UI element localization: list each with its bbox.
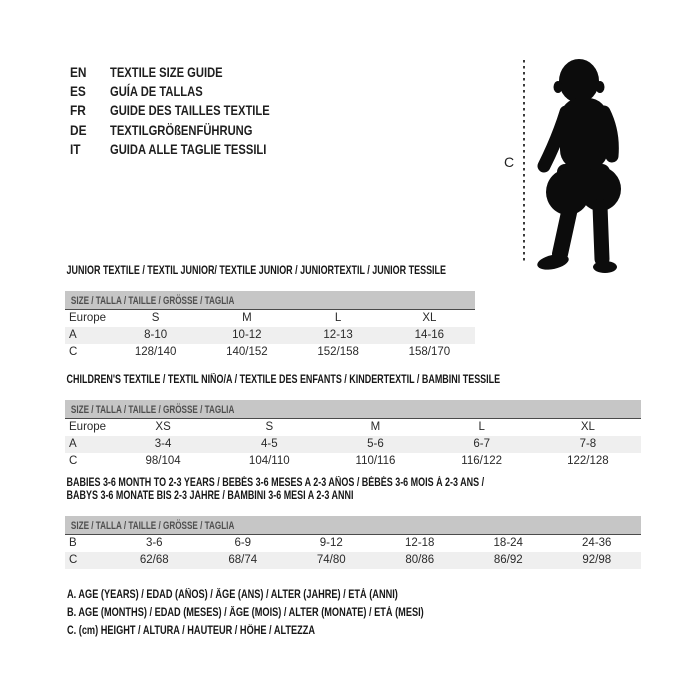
note-b: B. AGE (MONTHS) / EDAD (MESES) / ÂGE (MOIS) / ALTER (MONATE) / ETÀ (MESI) <box>67 607 424 619</box>
size-cell: 104/110 <box>248 455 290 467</box>
lang-title: GUIDE DES TAILLES TEXTILE <box>110 102 270 119</box>
lang-title: TEXTILGRÖßENFÜHRUNG <box>110 121 253 138</box>
lang-code: FR <box>70 102 86 119</box>
junior-size-table <box>65 291 475 361</box>
lang-row-fr <box>70 101 310 120</box>
size-cell: 12-13 <box>323 329 353 341</box>
babies-title-block <box>65 477 641 503</box>
lang-row-es <box>70 81 310 100</box>
row-label: B <box>69 537 77 550</box>
lang-title: GUIDA ALLE TAGLIE TESSILI <box>110 141 267 158</box>
size-header-row <box>65 291 475 310</box>
note-c: C. (cm) HEIGHT / ALTURA / HAUTEUR / HÖHE / ALTEZZA <box>67 625 316 637</box>
row-label: Europe <box>69 312 107 325</box>
row-label: A <box>69 329 77 341</box>
size-cell: 116/122 <box>461 455 503 467</box>
size-cell: 18-24 <box>493 537 523 550</box>
section-title-line2: BABYS 3-6 MONATE BIS 2-3 JAHRE / BAMBINI 3-6 MESI A 2-3 ANNI <box>66 490 354 502</box>
size-cell: XL <box>580 421 595 434</box>
size-cell: 152/158 <box>317 346 359 358</box>
junior-section <box>65 265 475 361</box>
size-header-bar: SIZE / TALLA / TAILLE / GRÖSSE / TAGLIA <box>65 291 475 310</box>
size-cell: 4-5 <box>260 438 278 450</box>
size-cell: 140/152 <box>226 346 268 358</box>
size-header-bar: SIZE / TALLA / TAILLE / GRÖSSE / TAGLIA <box>65 516 641 535</box>
table-row-age <box>65 436 641 453</box>
size-cell: 80/86 <box>405 554 435 566</box>
children-size-table <box>65 400 641 470</box>
size-header-bar: SIZE / TALLA / TAILLE / GRÖSSE / TAGLIA <box>65 400 641 419</box>
size-cell: 6-9 <box>234 537 252 550</box>
row-label: Europe <box>69 421 107 434</box>
section-title: CHILDREN'S TEXTILE / TEXTIL NIÑO/A / TEXTILE DES ENFANTS / KINDERTEXTIL / BAMBINI TESSILE <box>66 374 501 386</box>
size-cell: M <box>370 421 381 434</box>
size-cell: 8-10 <box>144 329 168 341</box>
lang-row-de <box>70 120 310 139</box>
children-section <box>65 374 641 470</box>
lang-code: DE <box>70 121 87 138</box>
size-cell: 86/92 <box>493 554 523 566</box>
table-row-europe <box>65 310 475 327</box>
size-cell: 12-18 <box>405 537 435 550</box>
size-cell: 68/74 <box>228 554 258 566</box>
lang-code: EN <box>70 63 87 80</box>
size-cell: 158/170 <box>408 346 451 358</box>
row-label: A <box>69 438 77 450</box>
note-a: A. AGE (YEARS) / EDAD (AÑOS) / ÂGE (ANS) / ALTER (JAHRE) / ETÀ (ANNI) <box>67 589 398 601</box>
lang-title: GUÍA DE TALLAS <box>110 83 203 100</box>
height-c-label: C <box>504 154 515 170</box>
size-cell: 122/128 <box>567 455 609 467</box>
size-cell: 14-16 <box>414 329 445 341</box>
size-cell: 74/80 <box>316 554 346 566</box>
size-cell: L <box>334 312 342 325</box>
size-cell: 5-6 <box>367 438 384 450</box>
lang-code: ES <box>70 83 86 100</box>
size-cell: M <box>242 312 252 325</box>
size-cell: 110/116 <box>355 455 396 467</box>
size-cell: 3-6 <box>145 537 163 550</box>
table-row-height <box>65 344 475 361</box>
size-cell: 9-12 <box>319 537 343 550</box>
baby-silhouette-icon <box>500 40 700 280</box>
size-cell: 6-7 <box>473 438 490 450</box>
size-cell: 10-12 <box>232 329 262 341</box>
size-cell: 98/104 <box>145 455 181 467</box>
size-cell: S <box>265 421 274 434</box>
junior-title-block <box>65 265 475 278</box>
size-header-row <box>65 400 641 419</box>
lang-row-it <box>70 140 310 159</box>
size-cell: 62/68 <box>139 554 169 566</box>
size-cell: 128/140 <box>134 346 177 358</box>
lang-code: IT <box>70 141 81 158</box>
row-label: C <box>69 554 78 566</box>
table-row-height <box>65 552 641 569</box>
babies-section <box>65 477 641 569</box>
size-cell: 24-36 <box>582 537 612 550</box>
size-cell: 7-8 <box>579 438 597 450</box>
size-cell: 3-4 <box>154 438 172 450</box>
legend-notes <box>67 586 513 640</box>
table-row-age-months <box>65 535 641 552</box>
lang-row-en <box>70 62 310 81</box>
size-cell: S <box>151 312 160 325</box>
children-title-block <box>65 374 641 387</box>
row-label: C <box>69 346 78 358</box>
baby-figure <box>500 40 700 280</box>
table-row-age <box>65 327 475 344</box>
section-title: BABIES 3-6 MONTH TO 2-3 YEARS / BEBÉS 3-6 MESES A 2-3 AÑOS / BÉBÉS 3-6 MOIS À 2-3 ANS / <box>66 477 485 489</box>
lang-title: TEXTILE SIZE GUIDE <box>110 63 223 80</box>
row-label: C <box>69 455 78 467</box>
size-header-row <box>65 516 641 535</box>
language-header <box>70 62 310 159</box>
size-cell: XL <box>422 312 437 325</box>
section-title: JUNIOR TEXTILE / TEXTIL JUNIOR/ TEXTILE JUNIOR / JUNIORTEXTIL / JUNIOR TESSILE <box>66 265 447 277</box>
table-row-height <box>65 453 641 470</box>
table-row-europe <box>65 419 641 436</box>
size-cell: 92/98 <box>582 554 612 566</box>
size-cell: XS <box>155 421 171 434</box>
babies-size-table <box>65 516 641 569</box>
size-cell: L <box>478 421 485 434</box>
